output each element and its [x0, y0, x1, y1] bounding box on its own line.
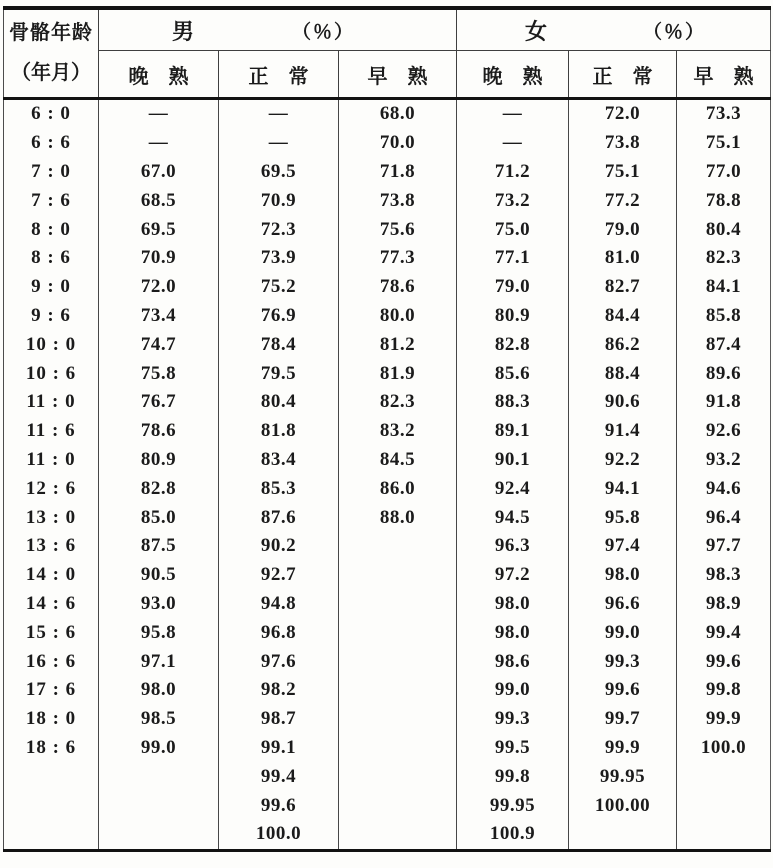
female-normal-cell: 90.6: [569, 388, 677, 417]
male-late-cell: —: [99, 129, 219, 158]
female-early-cell: [677, 791, 771, 820]
age-cell: 14 : 0: [25, 564, 77, 586]
table-row: [4, 762, 771, 791]
male-early-cell: 86.0: [339, 474, 457, 503]
male-late-cell: 67.0: [99, 158, 219, 187]
female-normal-cell: 99.0: [569, 618, 677, 647]
male-early-cell: [339, 734, 457, 763]
male-early-cell: 68.0: [339, 99, 457, 129]
male-early-cell: [339, 762, 457, 791]
male-late-cell: [99, 762, 219, 791]
male-normal-cell: —: [219, 99, 339, 129]
male-early-cell: 83.2: [339, 417, 457, 446]
male-normal-cell: 75.2: [219, 273, 339, 302]
male-early-cell: 77.3: [339, 244, 457, 273]
female-late-cell: 99.3: [457, 705, 569, 734]
female-early-cell: 94.6: [677, 474, 771, 503]
female-late-cell: 97.2: [457, 561, 569, 590]
male-normal-cell: —: [219, 129, 339, 158]
age-cell: 9 : 0: [31, 276, 71, 298]
male-normal-cell: 100.0: [219, 820, 339, 850]
female-normal-cell: 79.0: [569, 215, 677, 244]
female-early-cell: 100.0: [677, 734, 771, 763]
female-early-cell: 89.6: [677, 359, 771, 388]
male-early-cell: [339, 676, 457, 705]
female-normal-cell: 99.3: [569, 647, 677, 676]
age-cell: 13 : 6: [25, 535, 77, 557]
table-row: [4, 676, 771, 705]
male-late-cell: 90.5: [99, 561, 219, 590]
female-normal-cell: 72.0: [569, 99, 677, 129]
header-female-group: [457, 8, 771, 51]
male-early-cell: 80.0: [339, 302, 457, 331]
male-early-cell: [339, 791, 457, 820]
female-late-cell: 85.6: [457, 359, 569, 388]
male-late-cell: 98.0: [99, 676, 219, 705]
male-early-cell: [339, 532, 457, 561]
table-row: [4, 503, 771, 532]
female-early-cell: 78.8: [677, 186, 771, 215]
male-late-cell: 68.5: [99, 186, 219, 215]
female-normal-cell: 99.9: [569, 734, 677, 763]
female-late-cell: 77.1: [457, 244, 569, 273]
male-normal-cell: 92.7: [219, 561, 339, 590]
female-normal-cell: 95.8: [569, 503, 677, 532]
age-cell: 18 : 6: [25, 736, 77, 758]
header-group-row: [4, 8, 771, 51]
male-normal-cell: 99.1: [219, 734, 339, 763]
female-early-cell: 77.0: [677, 158, 771, 187]
female-group-label: [459, 15, 772, 46]
female-normal-cell: 73.8: [569, 129, 677, 158]
female-normal-cell: 81.0: [569, 244, 677, 273]
table-row: [4, 820, 771, 850]
subheader-male-normal: 正 常: [219, 51, 339, 99]
male-percent-label: （％）: [292, 21, 356, 43]
table-row: [4, 273, 771, 302]
male-normal-cell: 72.3: [219, 215, 339, 244]
female-early-cell: 82.3: [677, 244, 771, 273]
male-normal-cell: 73.9: [219, 244, 339, 273]
female-late-cell: 99.95: [457, 791, 569, 820]
age-cell: 11 : 6: [26, 420, 76, 442]
female-early-cell: 93.2: [677, 446, 771, 475]
male-late-cell: 78.6: [99, 417, 219, 446]
male-late-cell: —: [99, 99, 219, 129]
female-label: 女: [524, 18, 547, 44]
male-normal-cell: 70.9: [219, 186, 339, 215]
male-early-cell: 75.6: [339, 215, 457, 244]
female-late-cell: 89.1: [457, 417, 569, 446]
male-normal-cell: 90.2: [219, 532, 339, 561]
male-late-cell: 87.5: [99, 532, 219, 561]
age-cell: 6 : 6: [31, 132, 71, 154]
male-normal-cell: 98.2: [219, 676, 339, 705]
male-normal-cell: 99.4: [219, 762, 339, 791]
male-late-cell: 72.0: [99, 273, 219, 302]
female-late-cell: —: [457, 99, 569, 129]
bone-age-title: 骨骼年龄: [9, 21, 93, 44]
female-normal-cell: 98.0: [569, 561, 677, 590]
male-early-cell: [339, 618, 457, 647]
subheader-female-early: 早 熟: [677, 51, 771, 99]
female-early-cell: 99.9: [677, 705, 771, 734]
female-late-cell: 88.3: [457, 388, 569, 417]
age-cell: 11 : 0: [26, 391, 76, 413]
male-early-cell: 82.3: [339, 388, 457, 417]
female-early-cell: 98.9: [677, 590, 771, 619]
male-late-cell: 75.8: [99, 359, 219, 388]
male-late-cell: 80.9: [99, 446, 219, 475]
male-normal-cell: 78.4: [219, 330, 339, 359]
female-normal-cell: 88.4: [569, 359, 677, 388]
table-row: [4, 532, 771, 561]
male-normal-cell: 76.9: [219, 302, 339, 331]
female-late-cell: 99.5: [457, 734, 569, 763]
table-row: [4, 446, 771, 475]
male-late-cell: 93.0: [99, 590, 219, 619]
male-early-cell: 70.0: [339, 129, 457, 158]
female-normal-cell: 96.6: [569, 590, 677, 619]
male-normal-cell: 96.8: [219, 618, 339, 647]
bone-age-maturity-table: [3, 6, 771, 852]
male-normal-cell: 81.8: [219, 417, 339, 446]
male-normal-cell: 99.6: [219, 791, 339, 820]
female-late-cell: 99.0: [457, 676, 569, 705]
male-group-label: [85, 15, 442, 46]
table-row: [4, 590, 771, 619]
female-early-cell: 84.1: [677, 273, 771, 302]
female-late-cell: 94.5: [457, 503, 569, 532]
age-cell: 11 : 0: [26, 448, 76, 470]
age-cell: 12 : 6: [25, 477, 77, 499]
female-normal-cell: 86.2: [569, 330, 677, 359]
male-early-cell: 78.6: [339, 273, 457, 302]
age-cell: 14 : 6: [25, 592, 77, 614]
male-normal-cell: 97.6: [219, 647, 339, 676]
subheader-female-normal: 正 常: [569, 51, 677, 99]
female-normal-cell: 94.1: [569, 474, 677, 503]
female-early-cell: 99.6: [677, 647, 771, 676]
male-late-cell: 73.4: [99, 302, 219, 331]
age-cell: [4, 762, 99, 791]
male-early-cell: [339, 561, 457, 590]
female-early-cell: 99.8: [677, 676, 771, 705]
female-early-cell: 98.3: [677, 561, 771, 590]
male-early-cell: 71.8: [339, 158, 457, 187]
subheader-male-early: 早 熟: [339, 51, 457, 99]
female-early-cell: 85.8: [677, 302, 771, 331]
male-early-cell: 88.0: [339, 503, 457, 532]
age-cell: 10 : 6: [25, 362, 77, 384]
female-normal-cell: 84.4: [569, 302, 677, 331]
male-late-cell: 85.0: [99, 503, 219, 532]
male-early-cell: [339, 820, 457, 850]
female-late-cell: 99.8: [457, 762, 569, 791]
female-normal-cell: 99.6: [569, 676, 677, 705]
female-early-cell: [677, 820, 771, 850]
table-row: [4, 99, 771, 129]
age-cell: [4, 820, 99, 850]
male-normal-cell: 83.4: [219, 446, 339, 475]
male-late-cell: 69.5: [99, 215, 219, 244]
table-header: [4, 8, 771, 99]
male-normal-cell: 80.4: [219, 388, 339, 417]
female-early-cell: 96.4: [677, 503, 771, 532]
male-late-cell: 74.7: [99, 330, 219, 359]
male-normal-cell: 87.6: [219, 503, 339, 532]
age-cell: 15 : 6: [25, 621, 77, 643]
female-late-cell: 79.0: [457, 273, 569, 302]
header-sub-row: [4, 51, 771, 99]
female-normal-cell: 75.1: [569, 158, 677, 187]
female-normal-cell: 97.4: [569, 532, 677, 561]
table-row: [4, 359, 771, 388]
female-late-cell: 98.6: [457, 647, 569, 676]
table-row: [4, 186, 771, 215]
female-normal-cell: 91.4: [569, 417, 677, 446]
table-row: [4, 330, 771, 359]
female-early-cell: 92.6: [677, 417, 771, 446]
age-cell: 9 : 6: [31, 304, 71, 326]
female-early-cell: 87.4: [677, 330, 771, 359]
male-late-cell: 70.9: [99, 244, 219, 273]
age-cell: 10 : 0: [25, 333, 77, 355]
age-cell: 18 : 0: [25, 708, 77, 730]
female-early-cell: [677, 762, 771, 791]
female-late-cell: 100.9: [457, 820, 569, 850]
male-late-cell: 82.8: [99, 474, 219, 503]
male-early-cell: [339, 647, 457, 676]
male-late-cell: [99, 820, 219, 850]
male-early-cell: 73.8: [339, 186, 457, 215]
table-row: [4, 215, 771, 244]
female-normal-cell: 99.7: [569, 705, 677, 734]
male-late-cell: 95.8: [99, 618, 219, 647]
male-normal-cell: 94.8: [219, 590, 339, 619]
female-late-cell: 80.9: [457, 302, 569, 331]
table-body: [4, 99, 771, 851]
subheader-male-late: 晚 熟: [99, 51, 219, 99]
female-early-cell: 73.3: [677, 99, 771, 129]
male-label: 男: [171, 18, 194, 44]
female-early-cell: 75.1: [677, 129, 771, 158]
table-row: [4, 734, 771, 763]
table-row: [4, 388, 771, 417]
table-row: [4, 302, 771, 331]
table-row: [4, 474, 771, 503]
female-normal-cell: 92.2: [569, 446, 677, 475]
female-early-cell: 97.7: [677, 532, 771, 561]
male-early-cell: 84.5: [339, 446, 457, 475]
female-normal-cell: 82.7: [569, 273, 677, 302]
female-late-cell: —: [457, 129, 569, 158]
age-cell: [4, 791, 99, 820]
male-early-cell: [339, 705, 457, 734]
table-row: [4, 129, 771, 158]
table-row: [4, 791, 771, 820]
male-late-cell: 76.7: [99, 388, 219, 417]
table-row: [4, 561, 771, 590]
male-late-cell: 97.1: [99, 647, 219, 676]
bone-age-unit: （年月）: [11, 61, 91, 84]
age-cell: 16 : 6: [25, 650, 77, 672]
table-row: [4, 705, 771, 734]
female-normal-cell: 99.95: [569, 762, 677, 791]
female-normal-cell: 77.2: [569, 186, 677, 215]
male-normal-cell: 79.5: [219, 359, 339, 388]
female-late-cell: 82.8: [457, 330, 569, 359]
female-normal-cell: 100.00: [569, 791, 677, 820]
female-late-cell: 90.1: [457, 446, 569, 475]
age-cell: 7 : 0: [31, 160, 71, 182]
header-male-group: [99, 8, 457, 51]
female-normal-cell: [569, 820, 677, 850]
female-late-cell: 73.2: [457, 186, 569, 215]
male-early-cell: 81.2: [339, 330, 457, 359]
table-row: [4, 618, 771, 647]
male-normal-cell: 69.5: [219, 158, 339, 187]
age-cell: 13 : 0: [25, 506, 77, 528]
male-normal-cell: 98.7: [219, 705, 339, 734]
female-late-cell: 98.0: [457, 618, 569, 647]
age-cell: 17 : 6: [25, 679, 77, 701]
table-row: [4, 244, 771, 273]
table-row: [4, 647, 771, 676]
table-row: [4, 158, 771, 187]
female-late-cell: 98.0: [457, 590, 569, 619]
male-late-cell: [99, 791, 219, 820]
female-late-cell: 71.2: [457, 158, 569, 187]
male-early-cell: [339, 590, 457, 619]
age-cell: 8 : 6: [31, 247, 71, 269]
subheader-female-late: 晚 熟: [457, 51, 569, 99]
female-early-cell: 99.4: [677, 618, 771, 647]
female-late-cell: 75.0: [457, 215, 569, 244]
female-late-cell: 96.3: [457, 532, 569, 561]
male-normal-cell: 85.3: [219, 474, 339, 503]
table-row: [4, 417, 771, 446]
age-cell: 7 : 6: [31, 189, 71, 211]
female-percent-label: （％）: [643, 21, 707, 43]
male-late-cell: 99.0: [99, 734, 219, 763]
male-early-cell: 81.9: [339, 359, 457, 388]
age-cell: 6 : 0: [31, 103, 71, 125]
female-late-cell: 92.4: [457, 474, 569, 503]
age-cell: 8 : 0: [31, 218, 71, 240]
female-early-cell: 91.8: [677, 388, 771, 417]
female-early-cell: 80.4: [677, 215, 771, 244]
male-late-cell: 98.5: [99, 705, 219, 734]
